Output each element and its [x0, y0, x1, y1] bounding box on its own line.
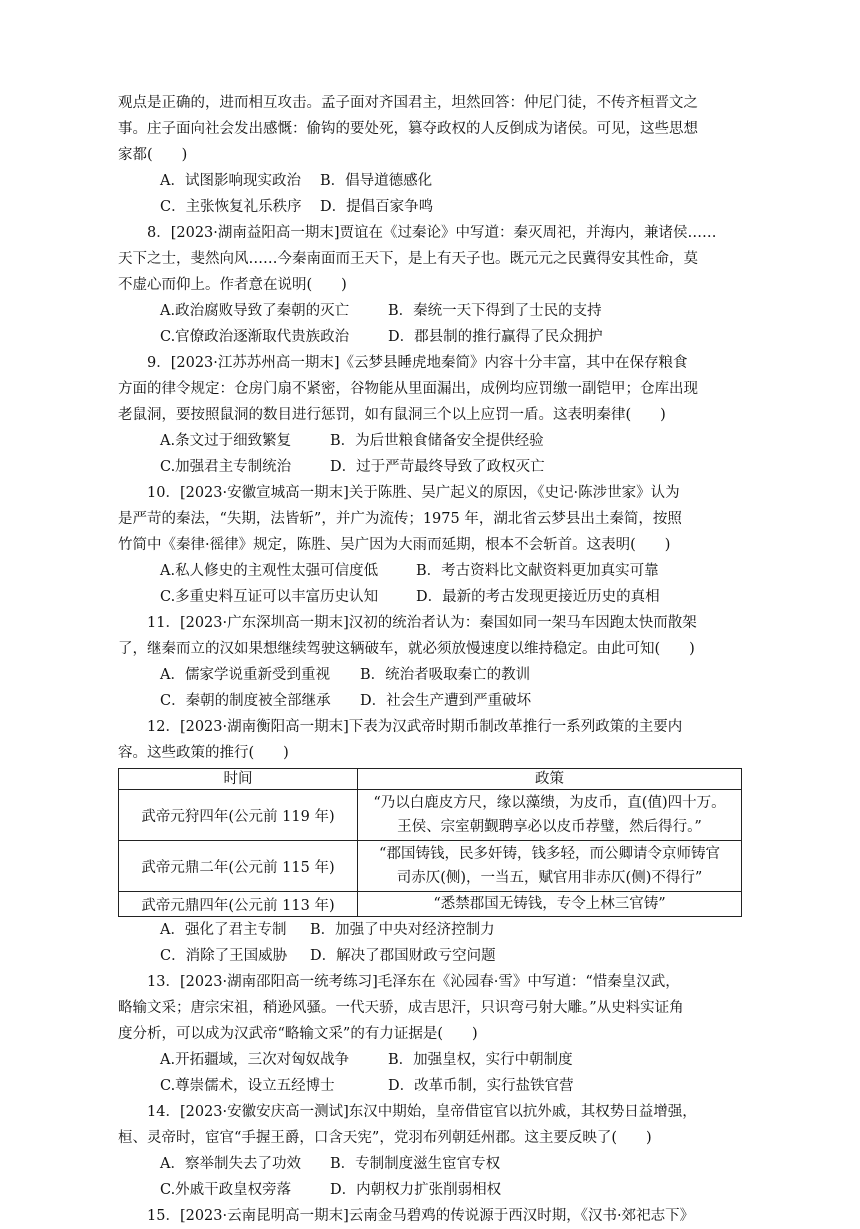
question-text-line: 天下之士，斐然向风……今秦南面而王天下，是上有天子也。既元元之民冀得安其性命，莫: [118, 251, 698, 267]
option-b: B．倡导道德感化: [320, 173, 433, 189]
question-stem: 14．[2023·安徽安庆高一测试]东汉中期始，皇帝借宦官以抗外戚，其权势日益增强，: [147, 1104, 697, 1120]
question-9: [118, 350, 742, 480]
table-cell-time: 武帝元狩四年(公元前 119 年): [119, 790, 358, 841]
policy-table: [118, 768, 742, 917]
policy-text-line: 王侯、宗室朝觐聘享必以皮币荐璧，然后得行。”: [397, 819, 702, 835]
question-stem: 13．[2023·湖南邵阳高一统考练习]毛泽东在《沁园春·雪》中写道：“惜秦皇汉武，: [147, 974, 680, 990]
column-header-time: 时间: [119, 769, 358, 790]
question-text-line: 是严苛的秦法，“失期，法皆斩”，并广为流传；1975 年，湖北省云梦县出土秦简，按照: [118, 511, 682, 527]
option-c: C.多重史料互证可以丰富历史认知: [160, 589, 379, 605]
option-d: D．过于严苛最终导致了政权灭亡: [330, 459, 545, 475]
question-stem: 12．[2023·湖南衡阳高一期末]下表为汉武帝时期币制改革推行一系列政策的主要内: [147, 719, 683, 735]
option-a: A．儒家学说重新受到重视: [160, 667, 330, 683]
option-row: [118, 454, 742, 480]
option-row: [118, 662, 742, 688]
question-text-line: 略输文采；唐宗宋祖，稍逊风骚。一代天骄，成吉思汗，只识弯弓射大雕。”从史料实证角: [118, 1000, 684, 1016]
question-text-line: 竹简中《秦律·徭律》规定，陈胜、吴广因为大雨而延期，根本不会斩首。这表明( ): [118, 537, 671, 553]
option-a: A.私人修史的主观性太强可信度低: [160, 563, 379, 579]
option-row: [118, 168, 742, 194]
question-10: [118, 480, 742, 610]
option-row: [118, 943, 742, 969]
question-text-line: 事。庄子面向社会发出感慨：偷钩的要处死，篡夺政权的人反倒成为诸侯。可见，这些思想: [118, 121, 698, 137]
option-d: D．郡县制的推行赢得了民众拥护: [388, 329, 603, 345]
option-d: D．解决了郡国财政亏空问题: [310, 948, 496, 964]
column-header-policy: 政策: [358, 769, 742, 790]
question-text-line: 桓、灵帝时，宦官“手握王爵，口含天宪”，党羽布列朝廷州郡。这主要反映了( ): [118, 1130, 652, 1146]
option-b: B．秦统一天下得到了士民的支持: [388, 303, 602, 319]
option-d: D．内朝权力扩张削弱相权: [330, 1182, 502, 1198]
question-text-line: 观点是正确的，进而相互攻击。孟子面对齐国君主，坦然回答：仲尼门徒，不传齐桓晋文之: [118, 95, 698, 111]
option-row: [118, 428, 742, 454]
option-d: D．最新的考古发现更接近历史的真相: [416, 589, 660, 605]
option-row: [118, 324, 742, 350]
question-12: [118, 714, 742, 969]
option-row: [118, 1151, 742, 1177]
table-cell-policy: [358, 790, 742, 841]
option-d: D．社会生产遭到严重破坏: [360, 693, 532, 709]
question-text-line: 了，继秦而立的汉如果想继续驾驶这辆破车，就必须放慢速度以维持稳定。由此可知( ): [118, 641, 695, 657]
option-b: B．考古资料比文献资料更加真实可靠: [416, 563, 659, 579]
table-cell-time: 武帝元鼎四年(公元前 113 年): [119, 892, 358, 917]
table-header-row: [119, 769, 742, 790]
table-cell-time: 武帝元鼎二年(公元前 115 年): [119, 841, 358, 892]
option-a: A.条文过于细致繁复: [160, 433, 292, 449]
option-b: B．专制制度滋生宦官专权: [330, 1156, 501, 1172]
option-a: A.政治腐败导致了秦朝的灭亡: [160, 303, 350, 319]
question-7: [118, 90, 742, 220]
option-row: [118, 1047, 742, 1073]
option-b: B．加强了中央对经济控制力: [310, 922, 495, 938]
question-stem: 10．[2023·安徽宣城高一期末]关于陈胜、吴广起义的原因，《史记·陈涉世家》认为: [147, 485, 680, 501]
option-d: D．改革币制，实行盐铁官营: [388, 1078, 574, 1094]
question-15: [118, 1203, 742, 1229]
question-text-line: 家都( ): [118, 147, 188, 163]
option-row: [118, 194, 742, 220]
option-row: [118, 917, 742, 943]
option-c: C.外戚干政皇权旁落: [160, 1182, 292, 1198]
table-cell-policy: [358, 892, 742, 917]
option-a: A．试图影响现实政治: [160, 173, 301, 189]
question-14: [118, 1099, 742, 1203]
table-cell-policy: [358, 841, 742, 892]
question-stem: 8．[2023·湖南益阳高一期末]贾谊在《过秦论》中写道：秦灭周祀，并海内，兼诸侯……: [147, 225, 717, 241]
table-row: [119, 790, 742, 841]
policy-text-line: 司赤仄(侧)，一当五，赋官用非赤仄(侧)不得行”: [396, 870, 703, 886]
question-stem: 11．[2023·广东深圳高一期末]汉初的统治者认为：秦国如同一架马车因跑太快而散架: [147, 615, 697, 631]
option-c: C.加强君主专制统治: [160, 459, 292, 475]
option-c: C．秦朝的制度被全部继承: [160, 693, 331, 709]
table-row: [119, 841, 742, 892]
option-a: A.开拓疆域，三次对匈奴战争: [160, 1052, 350, 1068]
option-c: C.官僚政治逐渐取代贵族政治: [160, 329, 350, 345]
option-a: A．强化了君主专制: [160, 922, 287, 938]
question-stem: 15．[2023·云南昆明高一期末]云南金马碧鸡的传说源于西汉时期，《汉书·郊祀志下》: [147, 1208, 695, 1224]
option-row: [118, 584, 742, 610]
option-row: [118, 1177, 742, 1203]
option-row: [118, 688, 742, 714]
question-8: [118, 220, 742, 350]
option-c: C．消除了王国威胁: [160, 948, 288, 964]
option-b: B．为后世粮食储备安全提供经验: [330, 433, 544, 449]
policy-text-line: “郡国铸钱，民多奸铸，钱多轻，而公卿请令京师铸官: [379, 846, 720, 862]
option-row: [118, 1073, 742, 1099]
question-text-line: 不虚心而仰上。作者意在说明( ): [118, 277, 347, 293]
policy-text-line: “乃以白鹿皮方尺，缘以藻缋，为皮币，直(值)四十万。: [373, 795, 726, 811]
exam-page: [118, 90, 742, 1229]
question-text-line: 老鼠洞，要按照鼠洞的数目进行惩罚，如有鼠洞三个以上应罚一盾。这表明秦律( ): [118, 407, 666, 423]
question-text-line: 方面的律令规定：仓房门扇不紧密，谷物能从里面漏出，成例均应罚缴一副铠甲；仓库出现: [118, 381, 698, 397]
question-13: [118, 969, 742, 1099]
question-stem: 9．[2023·江苏苏州高一期末]《云梦县睡虎地秦简》内容十分丰富，其中在保存粮食: [147, 355, 688, 371]
option-c: C．主张恢复礼乐秩序: [160, 199, 302, 215]
question-11: [118, 610, 742, 714]
policy-text-line: “悉禁郡国无铸钱，专令上林三官铸”: [433, 896, 666, 912]
option-c: C.尊崇儒术，设立五经博士: [160, 1078, 335, 1094]
option-row: [118, 558, 742, 584]
option-b: B．统治者吸取秦亡的教训: [360, 667, 531, 683]
table-row: [119, 892, 742, 917]
option-a: A．察举制失去了功效: [160, 1156, 301, 1172]
question-text-line: 度分析，可以成为汉武帝“略输文采”的有力证据是( ): [118, 1026, 478, 1042]
option-row: [118, 298, 742, 324]
option-d: D．提倡百家争鸣: [320, 199, 434, 215]
option-b: B．加强皇权，实行中朝制度: [388, 1052, 573, 1068]
question-text-line: 容。这些政策的推行( ): [118, 745, 289, 761]
